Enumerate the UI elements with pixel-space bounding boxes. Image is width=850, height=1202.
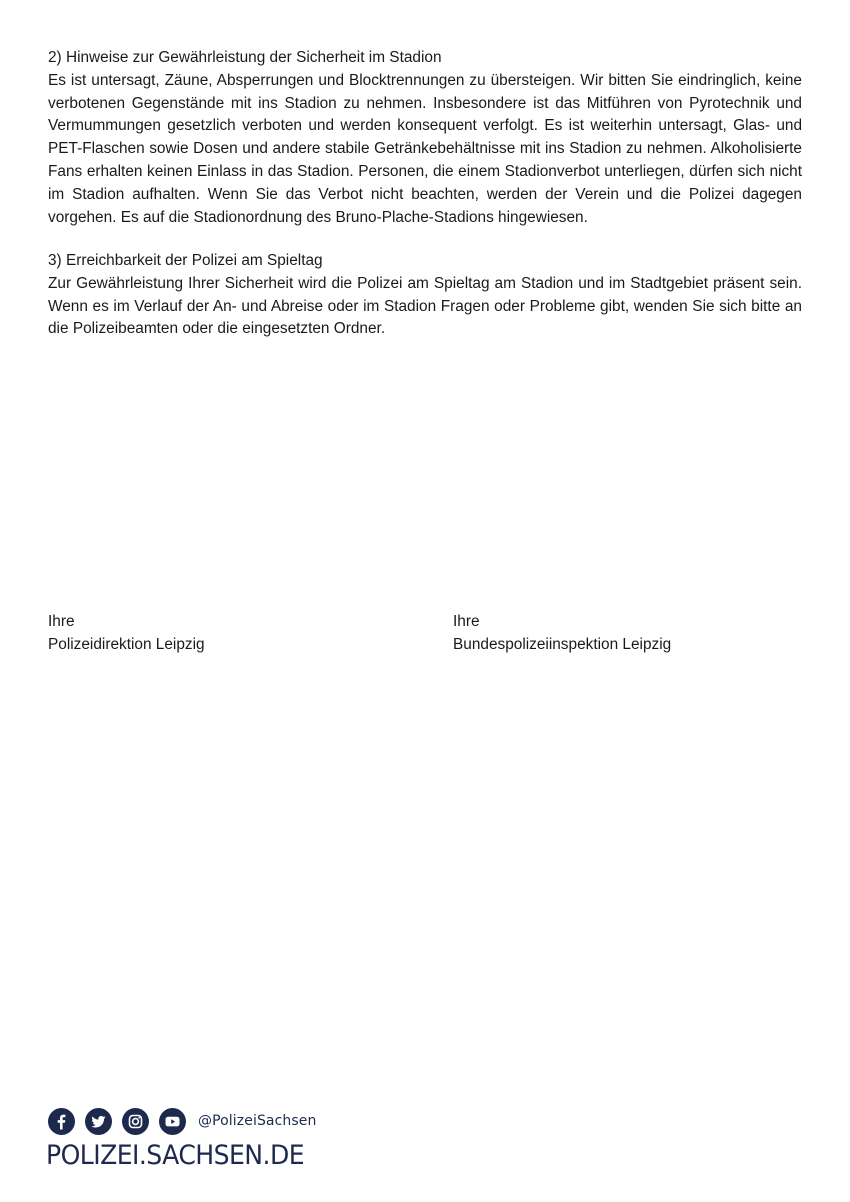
section-police-availability <box>48 250 802 341</box>
section-3-body: Zur Gewährleistung Ihrer Sicherheit wird die Polizei am Spieltag am Stadion und im Stadtgebiet präsent sein. Wenn es im Verlauf der An- und Abreise oder im Stadion Fragen oder Probleme gibt, wenden Sie sich bitte an die Polizeibeamten oder die eingesetzten Ordner. <box>48 274 802 338</box>
facebook-icon[interactable] <box>48 1108 75 1135</box>
social-handle[interactable]: @PolizeiSachsen <box>198 1113 317 1129</box>
signature-right-salutation: Ihre <box>453 613 480 630</box>
section-safety-notes <box>48 47 802 229</box>
section-2-body: Es ist untersagt, Zäune, Absperrungen und Blocktrennungen zu übersteigen. Wir bitten Sie eindringlich, keine verbotenen Gegenstände mit ins Stadion zu nehmen. Insbesondere ist das Mitführen von Pyrotechnik und Vermummungen gesetzlich verboten und werden konsequent verfolgt. Es ist weiterhin untersagt, Glas- und PET-Flaschen sowie Dosen und andere stabile Getränkebehältnisse mit ins Stadion zu nehmen. Alkoholisierte Fans erhalten keinen Einlass in das Stadion. Personen, die einem Stadionverbot unterliegen, dürfen sich nicht im Stadion aufhalten. Wenn Sie das Verbot nicht beachten, werden der Verein und die Polizei dagegen vorgehen. Es auf die Stadionordnung des Bruno-Plache-Stadions hingewiesen. <box>48 71 802 226</box>
signature-left-name: Polizeidirektion Leipzig <box>48 635 205 653</box>
twitter-icon[interactable] <box>85 1108 112 1135</box>
instagram-icon[interactable] <box>122 1108 149 1135</box>
section-3-heading: 3) Erreichbarkeit der Polizei am Spieltag <box>48 252 323 269</box>
section-2-heading: 2) Hinweise zur Gewährleistung der Sicherheit im Stadion <box>48 49 442 66</box>
website-wordmark[interactable]: POLIZEI.SACHSEN.DE <box>46 1140 305 1171</box>
signature-left <box>48 611 205 657</box>
signature-right <box>453 611 671 657</box>
youtube-icon[interactable] <box>159 1108 186 1135</box>
footer-social-bar <box>48 1107 316 1135</box>
signature-right-name: Bundespolizeiinspektion Leipzig <box>453 635 672 653</box>
signature-left-salutation: Ihre <box>48 613 75 630</box>
